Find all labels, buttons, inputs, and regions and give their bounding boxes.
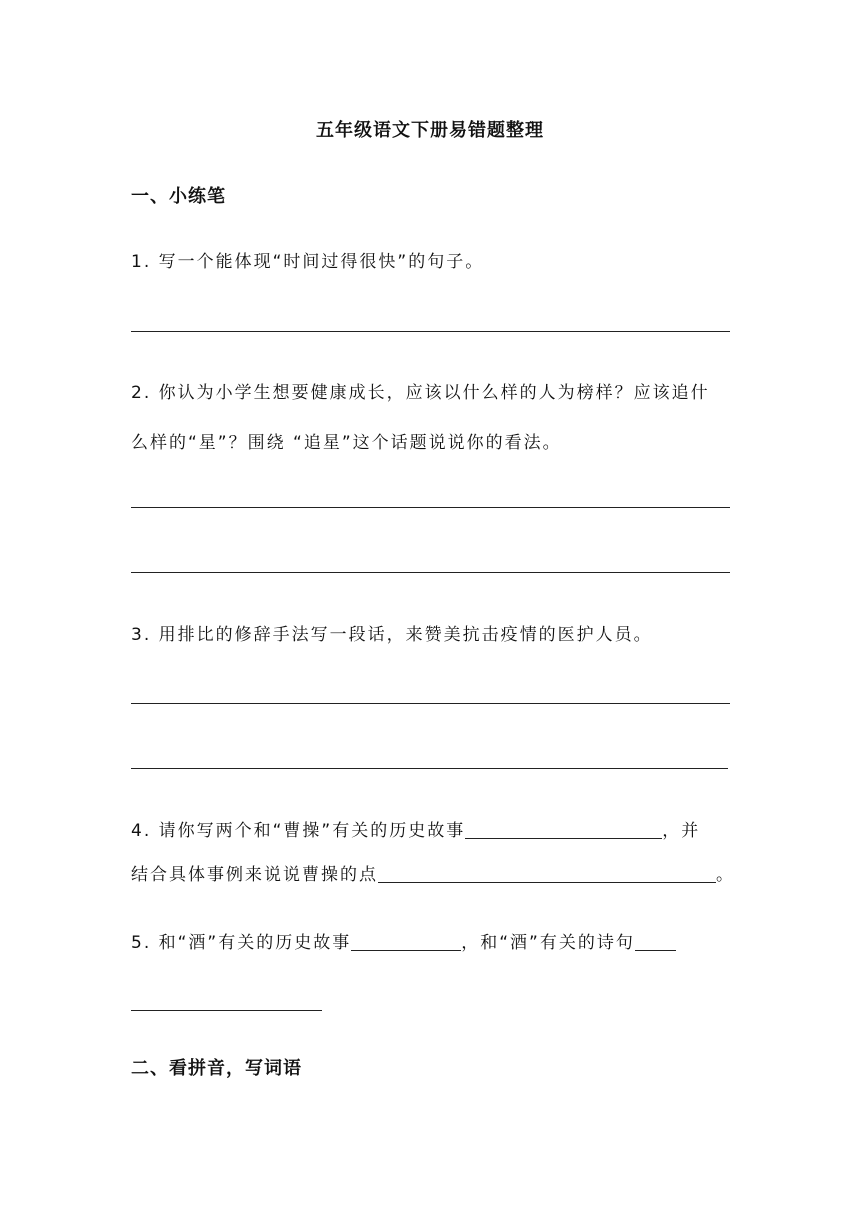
answer-line-q5-continued[interactable] bbox=[131, 1010, 322, 1011]
question-4-text-d: 。 bbox=[716, 865, 735, 885]
question-5 bbox=[131, 928, 676, 953]
answer-line-q1[interactable] bbox=[131, 331, 730, 332]
question-5-text-a: 5. 和“酒”有关的历史故事 bbox=[131, 933, 352, 953]
question-2-line-1: 2. 你认为小学生想要健康成长，应该以什么样的人为榜样？应该追什 bbox=[131, 383, 710, 403]
question-3: 3. 用排比的修辞手法写一段话，来赞美抗击疫情的医护人员。 bbox=[131, 625, 653, 645]
section-heading-pinyin: 二、看拼音，写词语 bbox=[131, 1058, 302, 1079]
blank-q4-stories[interactable] bbox=[465, 820, 662, 839]
blank-q5-poem[interactable] bbox=[635, 932, 676, 951]
question-4-line-1 bbox=[131, 816, 700, 841]
section-heading-writing-practice: 一、小练笔 bbox=[131, 186, 226, 207]
blank-q5-story[interactable] bbox=[351, 932, 461, 951]
answer-line-q3-2[interactable] bbox=[131, 768, 728, 769]
question-4-text-a: 4. 请你写两个和“曹操”有关的历史故事 bbox=[131, 821, 466, 841]
answer-line-q3-1[interactable] bbox=[131, 703, 730, 704]
question-1: 1. 写一个能体现“时间过得很快”的句子。 bbox=[131, 252, 485, 272]
question-4-text-b: ，并 bbox=[662, 821, 701, 841]
page-title: 五年级语文下册易错题整理 bbox=[316, 120, 544, 141]
blank-q4-traits[interactable] bbox=[378, 864, 716, 883]
answer-line-q2-2[interactable] bbox=[131, 572, 730, 573]
question-2-line-2: 么样的“星”？围绕 “追星”这个话题说说你的看法。 bbox=[131, 433, 562, 453]
question-4-line-2 bbox=[131, 860, 735, 885]
question-5-text-b: ，和“酒”有关的诗句 bbox=[461, 933, 635, 953]
question-4-text-c: 结合具体事例来说说曹操的点 bbox=[131, 865, 378, 885]
answer-line-q2-1[interactable] bbox=[131, 507, 730, 508]
